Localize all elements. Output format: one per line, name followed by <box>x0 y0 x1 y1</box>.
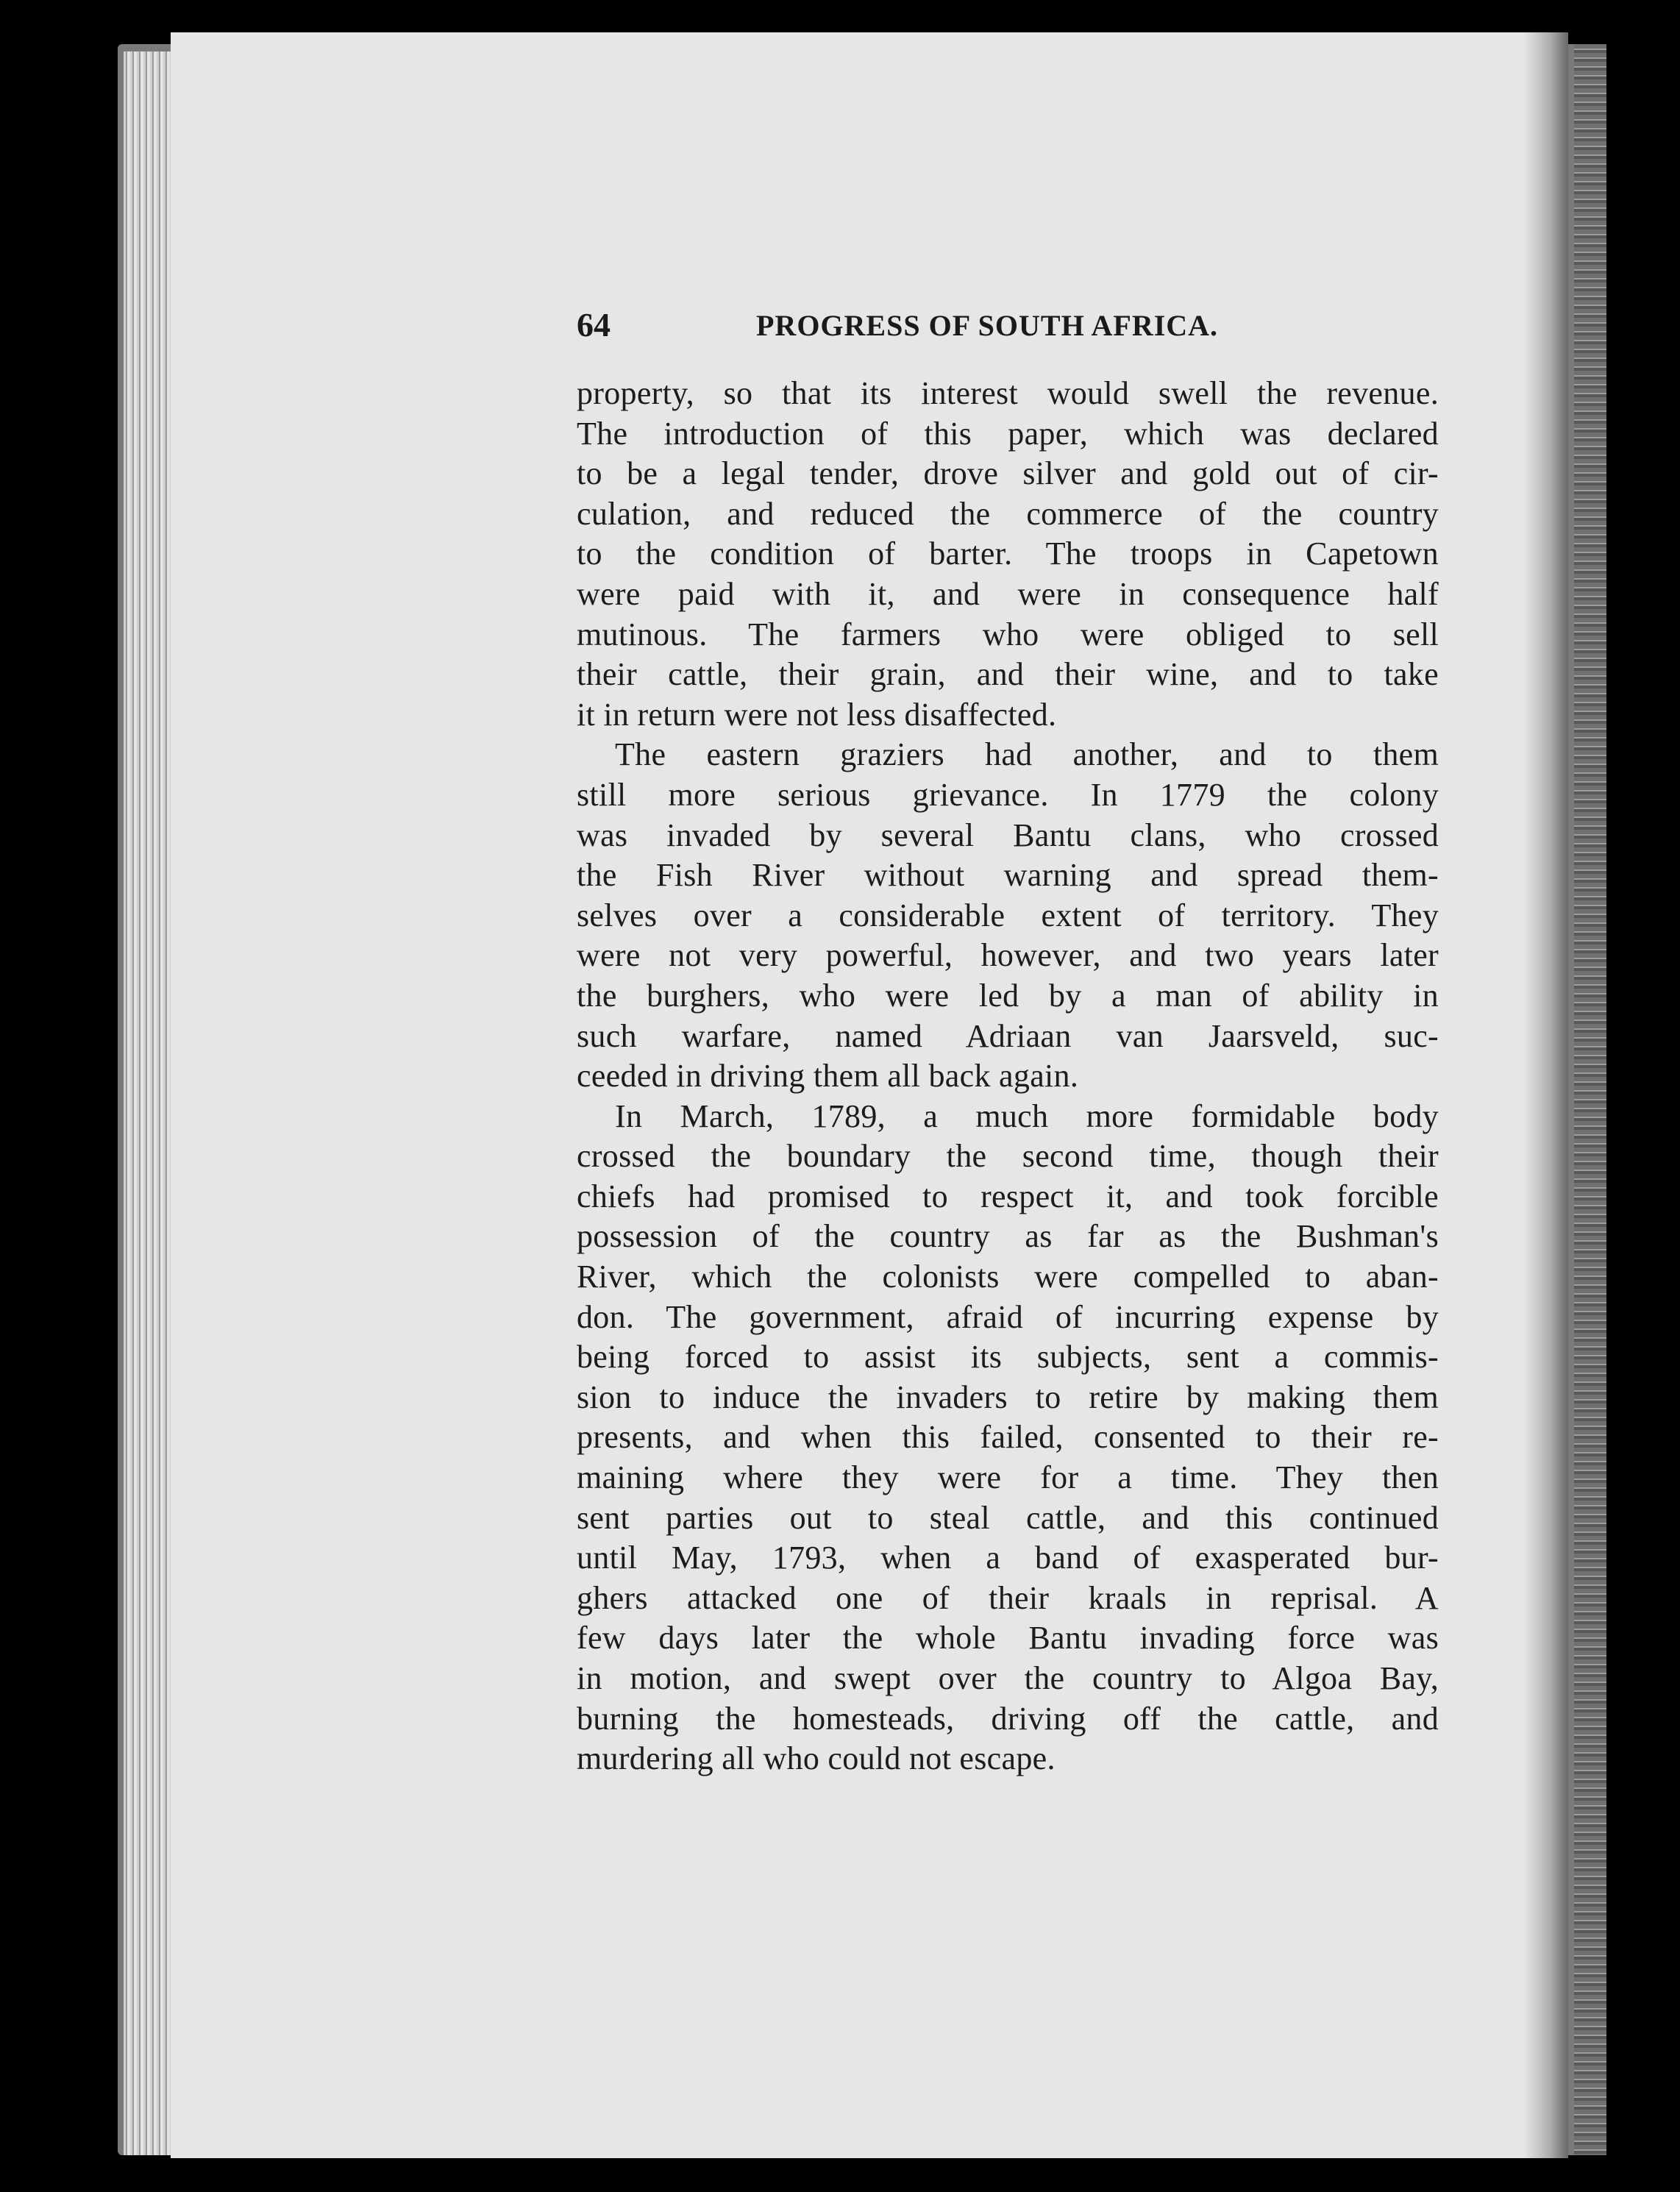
text-line: The eastern graziers had another, and to them <box>615 736 1439 773</box>
text-line: sent parties out to steal cattle, and this continued <box>577 1499 1439 1536</box>
text-line: were not very powerful, however, and two years later <box>577 937 1439 974</box>
text-line: crossed the boundary the second time, though their <box>577 1138 1439 1175</box>
text-line: ceeded in driving them all back again. <box>577 1058 1079 1095</box>
text-line: to be a legal tender, drove silver and gold out of cir- <box>577 455 1439 492</box>
text-line: the burghers, who were led by a man of ability in <box>577 977 1439 1014</box>
body-text <box>577 374 1439 1779</box>
text-line: the Fish River without warning and spread them- <box>577 857 1439 894</box>
text-line: until May, 1793, when a band of exasperated bur- <box>577 1540 1439 1576</box>
page-gutter-shade <box>1524 32 1568 2158</box>
text-line: sion to induce the invaders to retire by making them <box>577 1378 1439 1415</box>
page-number: 64 <box>577 306 611 344</box>
text-line: burning the homesteads, driving off the cattle, and <box>577 1700 1439 1737</box>
book-binding <box>1574 44 1606 2155</box>
running-head <box>577 305 1247 349</box>
text-line: River, which the colonists were compelled to aban- <box>577 1259 1439 1295</box>
text-line: maining where they were for a time. They then <box>577 1459 1439 1496</box>
text-line: chiefs had promised to respect it, and took forcible <box>577 1178 1439 1214</box>
text-line: being forced to assist its subjects, sent a commis- <box>577 1339 1439 1376</box>
text-line: In March, 1789, a much more formidable body <box>615 1097 1439 1134</box>
text-line: their cattle, their grain, and their wine, and to take <box>577 656 1439 693</box>
text-line: selves over a considerable extent of territory. They <box>577 897 1439 933</box>
text-line: ghers attacked one of their kraals in reprisal. A <box>577 1579 1439 1616</box>
text-line: presents, and when this failed, consented to their re- <box>577 1419 1439 1456</box>
text-line: murdering all who could not escape. <box>577 1740 1056 1777</box>
text-line: such warfare, named Adriaan van Jaarsveld, suc- <box>577 1017 1439 1054</box>
text-line: in motion, and swept over the country to Algoa Bay, <box>577 1660 1439 1696</box>
page-title: PROGRESS OF SOUTH AFRICA. <box>756 309 1219 342</box>
text-line: culation, and reduced the commerce of the country <box>577 495 1439 532</box>
text-line: was invaded by several Bantu clans, who crossed <box>577 816 1439 853</box>
text-line: to the condition of barter. The troops in Capetown <box>577 535 1439 572</box>
text-line: few days later the whole Bantu invading force was <box>577 1620 1439 1657</box>
text-line: don. The government, afraid of incurring expense by <box>577 1298 1439 1335</box>
text-line: property, so that its interest would swell the revenue. <box>577 375 1439 411</box>
text-line: possession of the country as far as the Bushman's <box>577 1218 1439 1255</box>
text-line: were paid with it, and were in consequence half <box>577 575 1439 612</box>
text-line: mutinous. The farmers who were obliged to sell <box>577 616 1439 652</box>
text-line: still more serious grievance. In 1779 the colony <box>577 776 1439 813</box>
text-line: The introduction of this paper, which was declared <box>577 415 1439 452</box>
text-line: it in return were not less disaffected. <box>577 696 1057 733</box>
